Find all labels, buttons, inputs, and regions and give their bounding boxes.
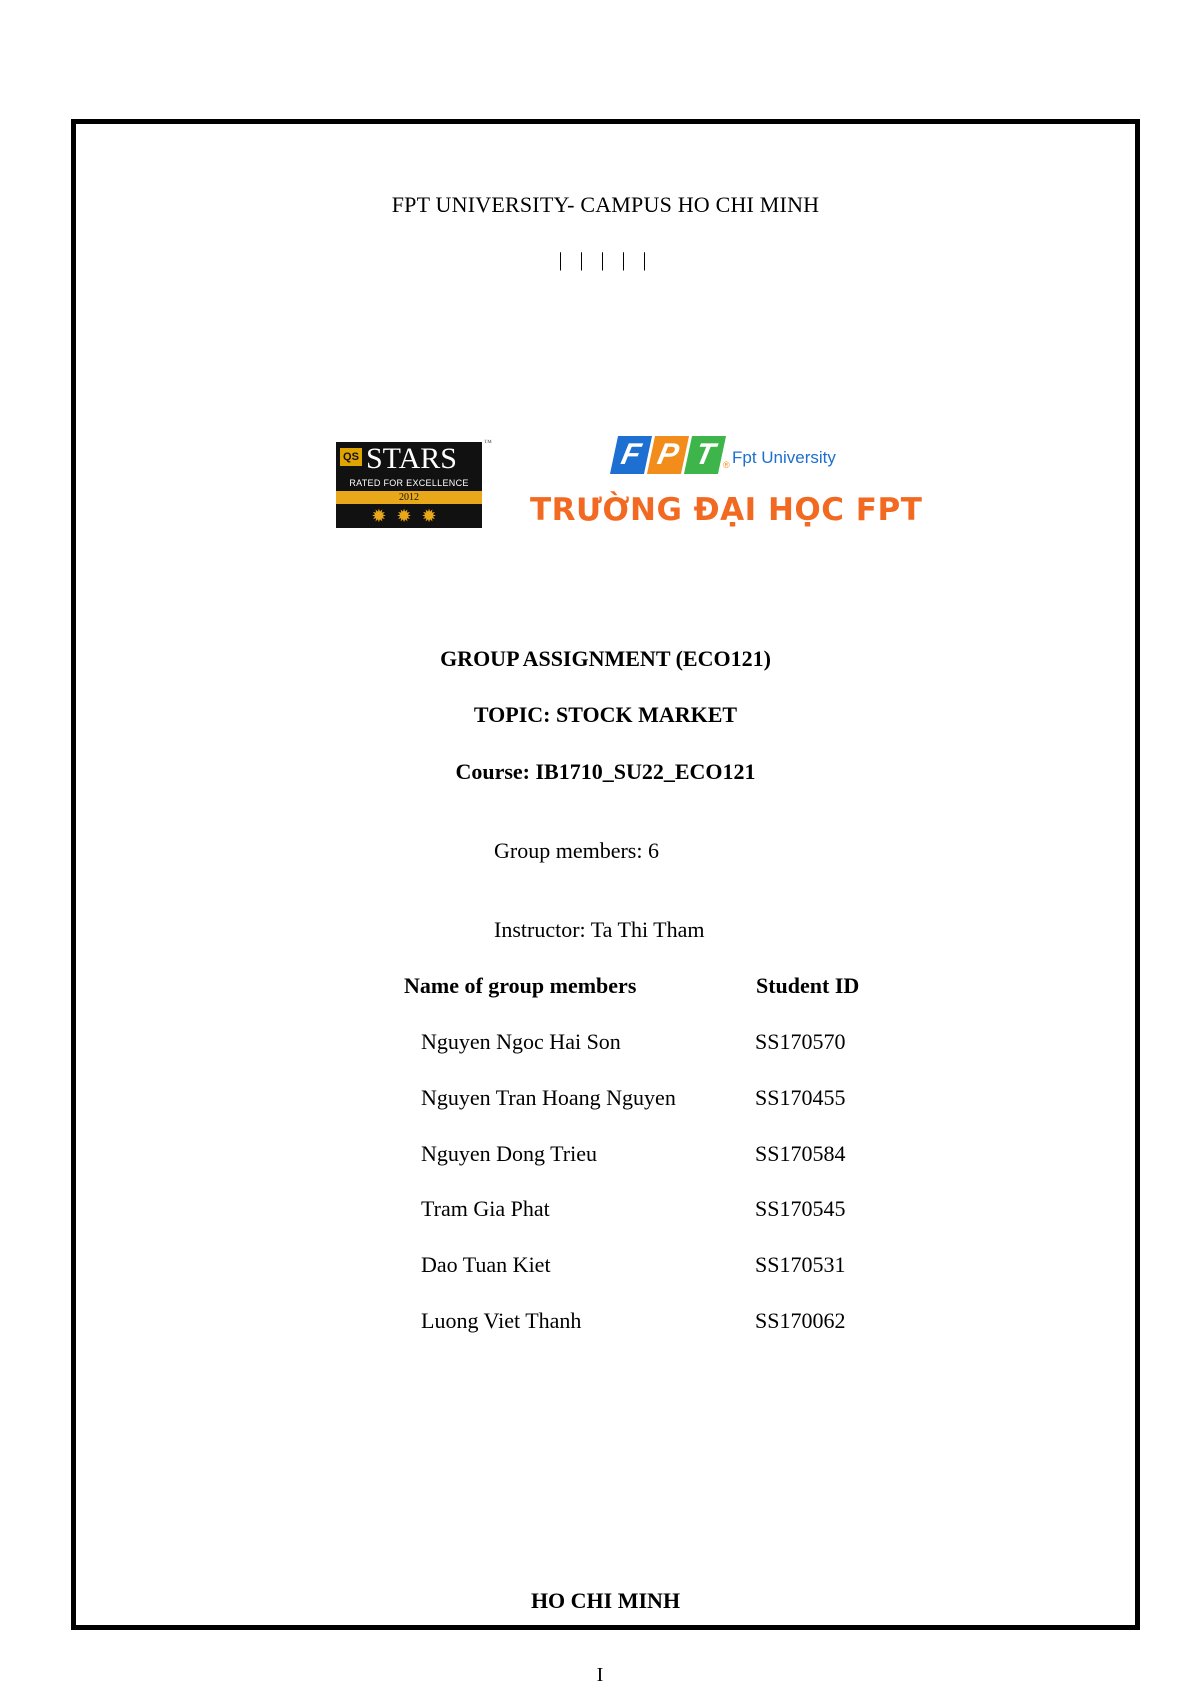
course-title: Course: IB1710_SU22_ECO121	[455, 759, 756, 784]
qs-year: 2012	[336, 491, 482, 504]
member-id: SS170531	[755, 1252, 846, 1277]
member-name: Tram Gia Phat	[421, 1196, 550, 1221]
qs-rated-text: RATED FOR EXCELLENCE	[349, 478, 469, 488]
fpt-vietnamese-name: TRƯỜNG ĐẠI HỌC FPT	[530, 492, 923, 528]
member-name: Luong Viet Thanh	[421, 1308, 582, 1333]
fpt-tile-p: P	[647, 436, 689, 474]
members-id-header: Student ID	[756, 973, 860, 998]
fpt-university-name: Fpt University	[732, 448, 836, 467]
page-border	[71, 119, 1140, 1630]
fpt-tile-t: T	[684, 436, 726, 474]
member-id: SS170584	[755, 1141, 846, 1166]
member-id: SS170455	[755, 1085, 846, 1110]
fpt-registered-mark: ®	[723, 460, 730, 470]
member-name: Nguyen Ngoc Hai Son	[421, 1029, 621, 1054]
member-name: Dao Tuan Kiet	[421, 1252, 551, 1277]
city-footer: HO CHI MINH	[530, 1588, 681, 1613]
qs-badge: QS	[340, 448, 362, 466]
member-name: Nguyen Tran Hoang Nguyen	[421, 1085, 676, 1110]
member-id: SS170545	[755, 1196, 846, 1221]
fpt-university-logo	[530, 436, 923, 536]
members-name-header: Name of group members	[404, 973, 637, 998]
qs-stars-logo	[336, 442, 482, 528]
page-number: I	[596, 1664, 604, 1686]
member-name: Nguyen Dong Trieu	[421, 1141, 598, 1166]
university-heading: FPT UNIVERSITY- CAMPUS HO CHI MINH	[391, 192, 820, 217]
topic-title: TOPIC: STOCK MARKET	[473, 702, 738, 727]
instructor-name: Instructor: Ta Thi Tham	[494, 917, 705, 942]
fpt-tile-f: F	[610, 436, 652, 474]
group-members-count: Group members: 6	[494, 838, 659, 863]
qs-stars-word: STARS	[366, 442, 457, 475]
assignment-title: GROUP ASSIGNMENT (ECO121)	[440, 646, 771, 671]
member-id: SS170570	[755, 1029, 846, 1054]
qs-star-icons: ✹✹✹	[371, 506, 447, 527]
member-id: SS170062	[755, 1308, 846, 1333]
qs-trademark: ™	[484, 438, 492, 447]
decorative-marks: | | | | |	[558, 249, 653, 271]
